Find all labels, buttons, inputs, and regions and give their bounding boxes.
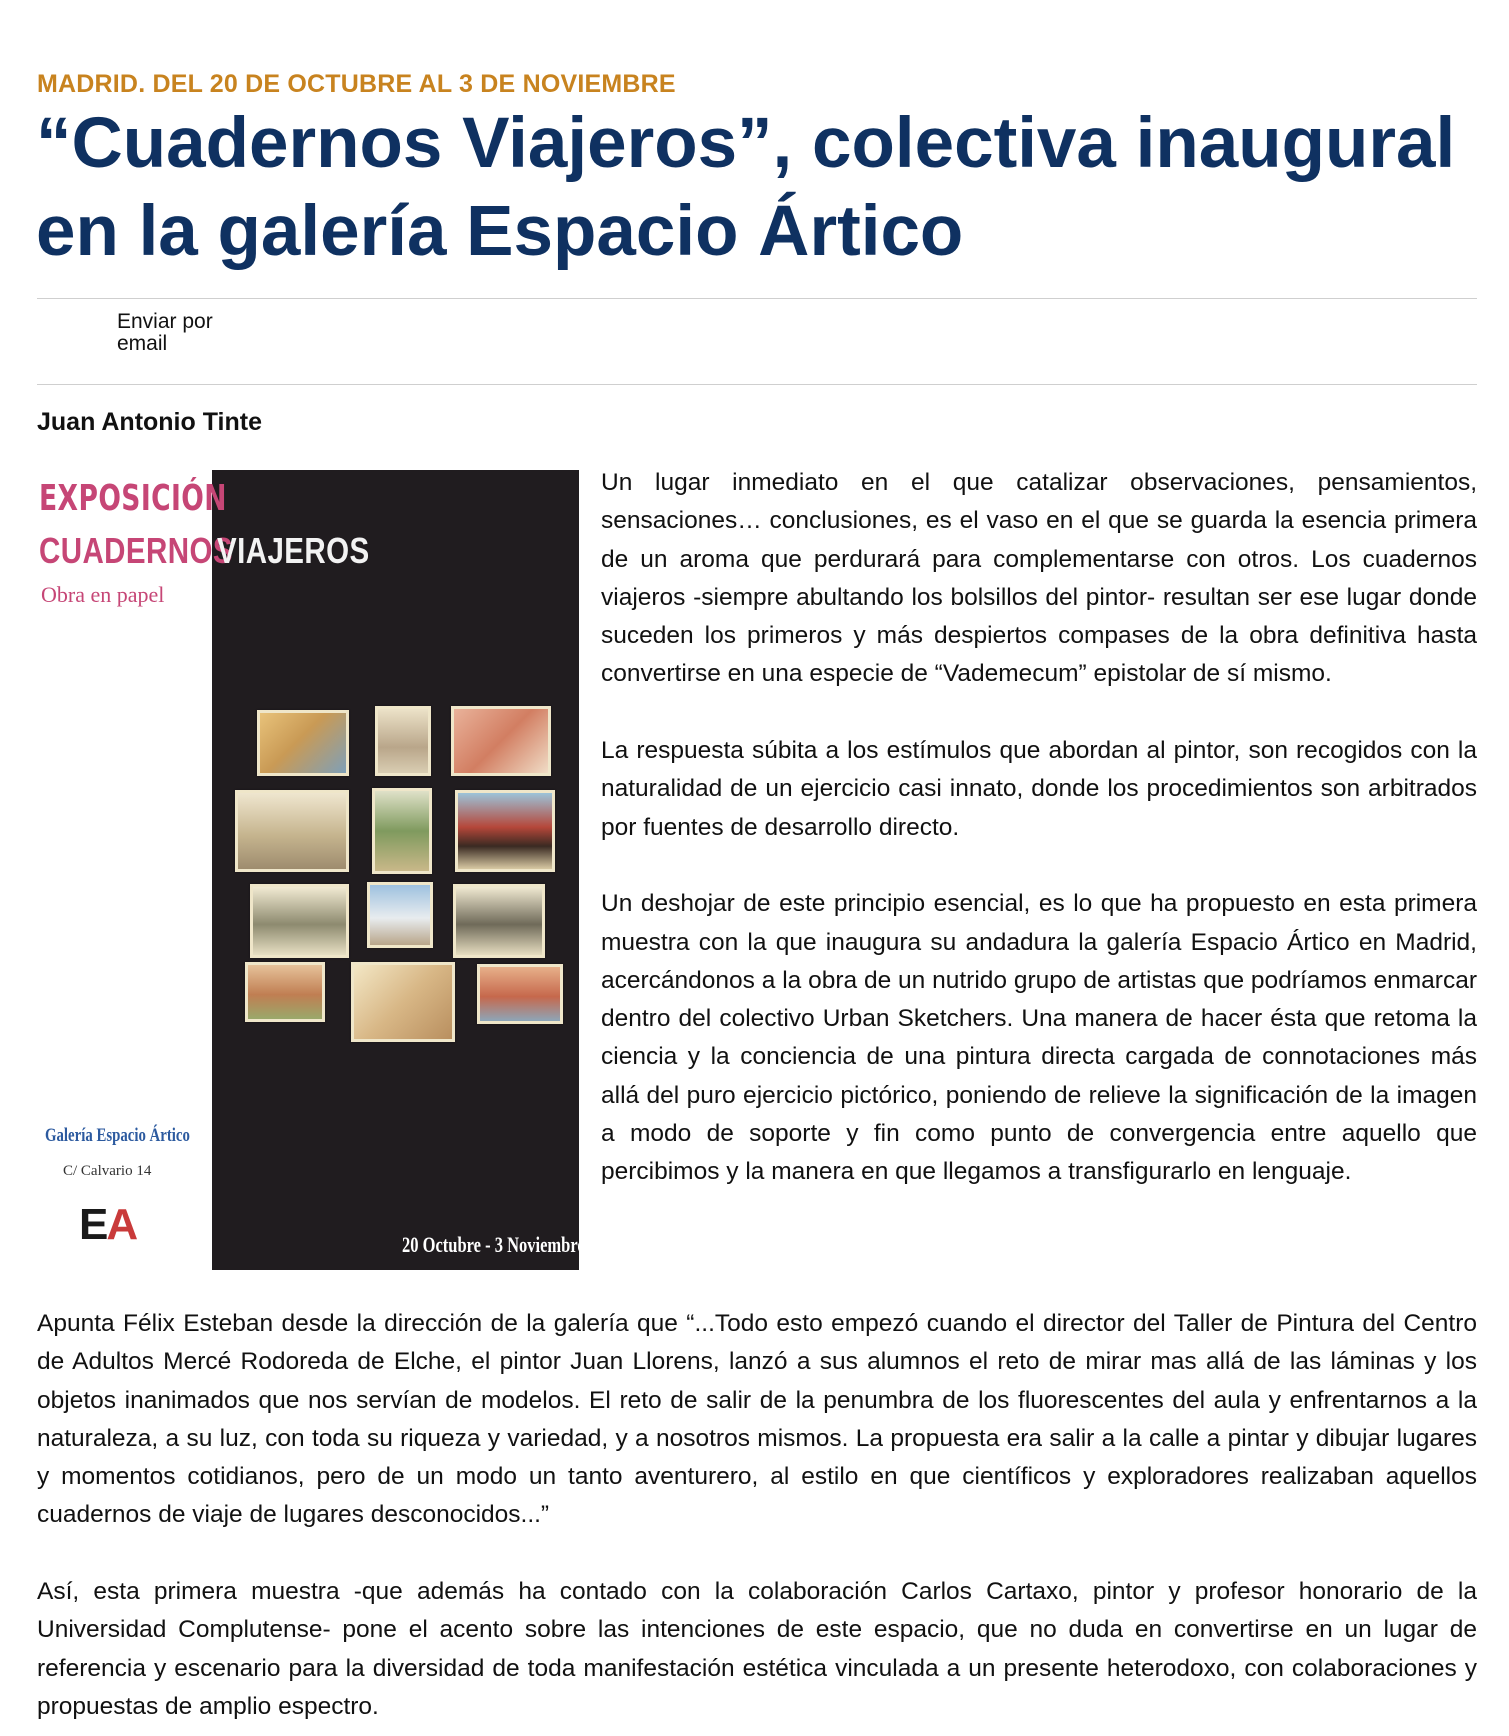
article-author: Juan Antonio Tinte: [37, 408, 262, 436]
sketch-thumbnail: [453, 884, 545, 958]
sketch-thumbnail: [245, 962, 325, 1022]
poster-subtitle: Obra en papel: [41, 582, 165, 607]
sketch-thumbnail: [455, 790, 555, 872]
exhibition-poster-image: [37, 470, 585, 1270]
article-paragraph: Así, esta primera muestra -que además ha contado con la colaboración Carlos Cartaxo, pintor y profesor honorario de la Universidad Complutense- pone el acento sobre las intenciones de este espacio, que no duda en convertirse en un lugar de referencia y escenario para la diversidad de toda manifestación estética vinculada a un presente heterodoxo, con colaboraciones y propuestas de amplio espectro.: [37, 1578, 1477, 1720]
divider-bottom: [37, 384, 1477, 385]
send-by-email-link[interactable]: Enviar por email: [117, 310, 213, 355]
article-kicker: MADRID. DEL 20 DE OCTUBRE AL 3 DE NOVIEMBRE: [37, 70, 676, 98]
article-body-full: [37, 1305, 1477, 1726]
sketch-thumbnail: [477, 964, 563, 1024]
poster-title-line2b: VIAJEROS: [217, 530, 370, 571]
poster-gallery-address: C/ Calvario 14: [63, 1163, 152, 1179]
poster-title-line1: EXPOSICIÓN: [39, 478, 227, 519]
sketch-thumbnail: [257, 710, 349, 776]
sketch-thumbnail: [367, 882, 433, 948]
poster-title-line2a: CUADERNOS: [39, 530, 233, 571]
article-paragraph: La respuesta súbita a los estímulos que abordan al pintor, son recogidos con la naturalidad de un ejercicio casi innato, donde los procedimientos son arbitrados por fuentes de desarrollo directo.: [601, 737, 1477, 841]
sketch-thumbnail: [451, 706, 551, 776]
article-paragraph: Apunta Félix Esteban desde la dirección de la galería que “...Todo esto empezó cuando el director del Taller de Pintura del Centro de Adultos Mercé Rodoreda de Elche, el pintor Juan Llorens, lanzó a sus alumnos el reto de mirar mas allá de las láminas y los objetos inanimados que nos servían de modelos. El reto de salir de la penumbra de los fluorescentes del aula y enfrentarnos a la naturaleza, a su luz, con toda su riqueza y variedad, y a nosotros mismos. La propuesta era salir a la calle a pintar y dibujar lugares y momentos cotidianos, pero de un modo un tanto aventurero, al estilo en que científicos y exploradores realizaban aquellos cuadernos de viaje de lugares desconocidos...”: [37, 1310, 1477, 1529]
sketch-thumbnail: [250, 884, 349, 958]
logo-letter-a: A: [106, 1200, 137, 1249]
article-paragraph: Un lugar inmediato en el que catalizar observaciones, pensamientos, sensaciones… conclusiones, es el vaso en el que se guarda la esencia primera de un aroma que perdurará para complementarse con otros. Los cuadernos viajeros -siempre abultando los bolsillos del pintor- resultan ser ese lugar donde suceden los primeros y más despiertos compases de la obra definitiva hasta convertirse en una especie de “Vademecum” epistolar de sí mismo.: [601, 469, 1477, 688]
logo-letter-e: E: [79, 1200, 107, 1249]
gallery-logo: [79, 1200, 136, 1250]
sketch-thumbnail: [372, 788, 432, 874]
article-title: “Cuadernos Viajeros”, colectiva inaugural en la galería Espacio Ártico: [36, 104, 1456, 271]
poster-gallery-name: Galería Espacio Ártico: [45, 1125, 190, 1146]
poster-dates: 20 Octubre - 3 Noviembre: [402, 1232, 585, 1257]
article-body-column: [601, 464, 1477, 1192]
divider-top: [37, 298, 1477, 299]
article-paragraph: Un deshojar de este principio esencial, es lo que ha propuesto en esta primera muestra con la que inaugura su andadura la galería Espacio Ártico en Madrid, acercándonos a la obra de un nutrido grupo de artistas que podríamos enmarcar dentro del colectivo Urban Sketchers. Una manera de hacer ésta que retoma la ciencia y la conciencia de una pintura directa cargada de connotaciones más allá del puro ejercicio pictórico, poniendo de relieve la significación de la imagen a modo de soporte y fin como punto de convergencia entre aquello que percibimos y la manera en que llegamos a transfigurarlo en lenguaje.: [601, 890, 1477, 1186]
sketch-thumbnail: [375, 706, 431, 776]
sketch-thumbnail: [351, 962, 455, 1042]
sketch-thumbnail: [235, 790, 349, 872]
